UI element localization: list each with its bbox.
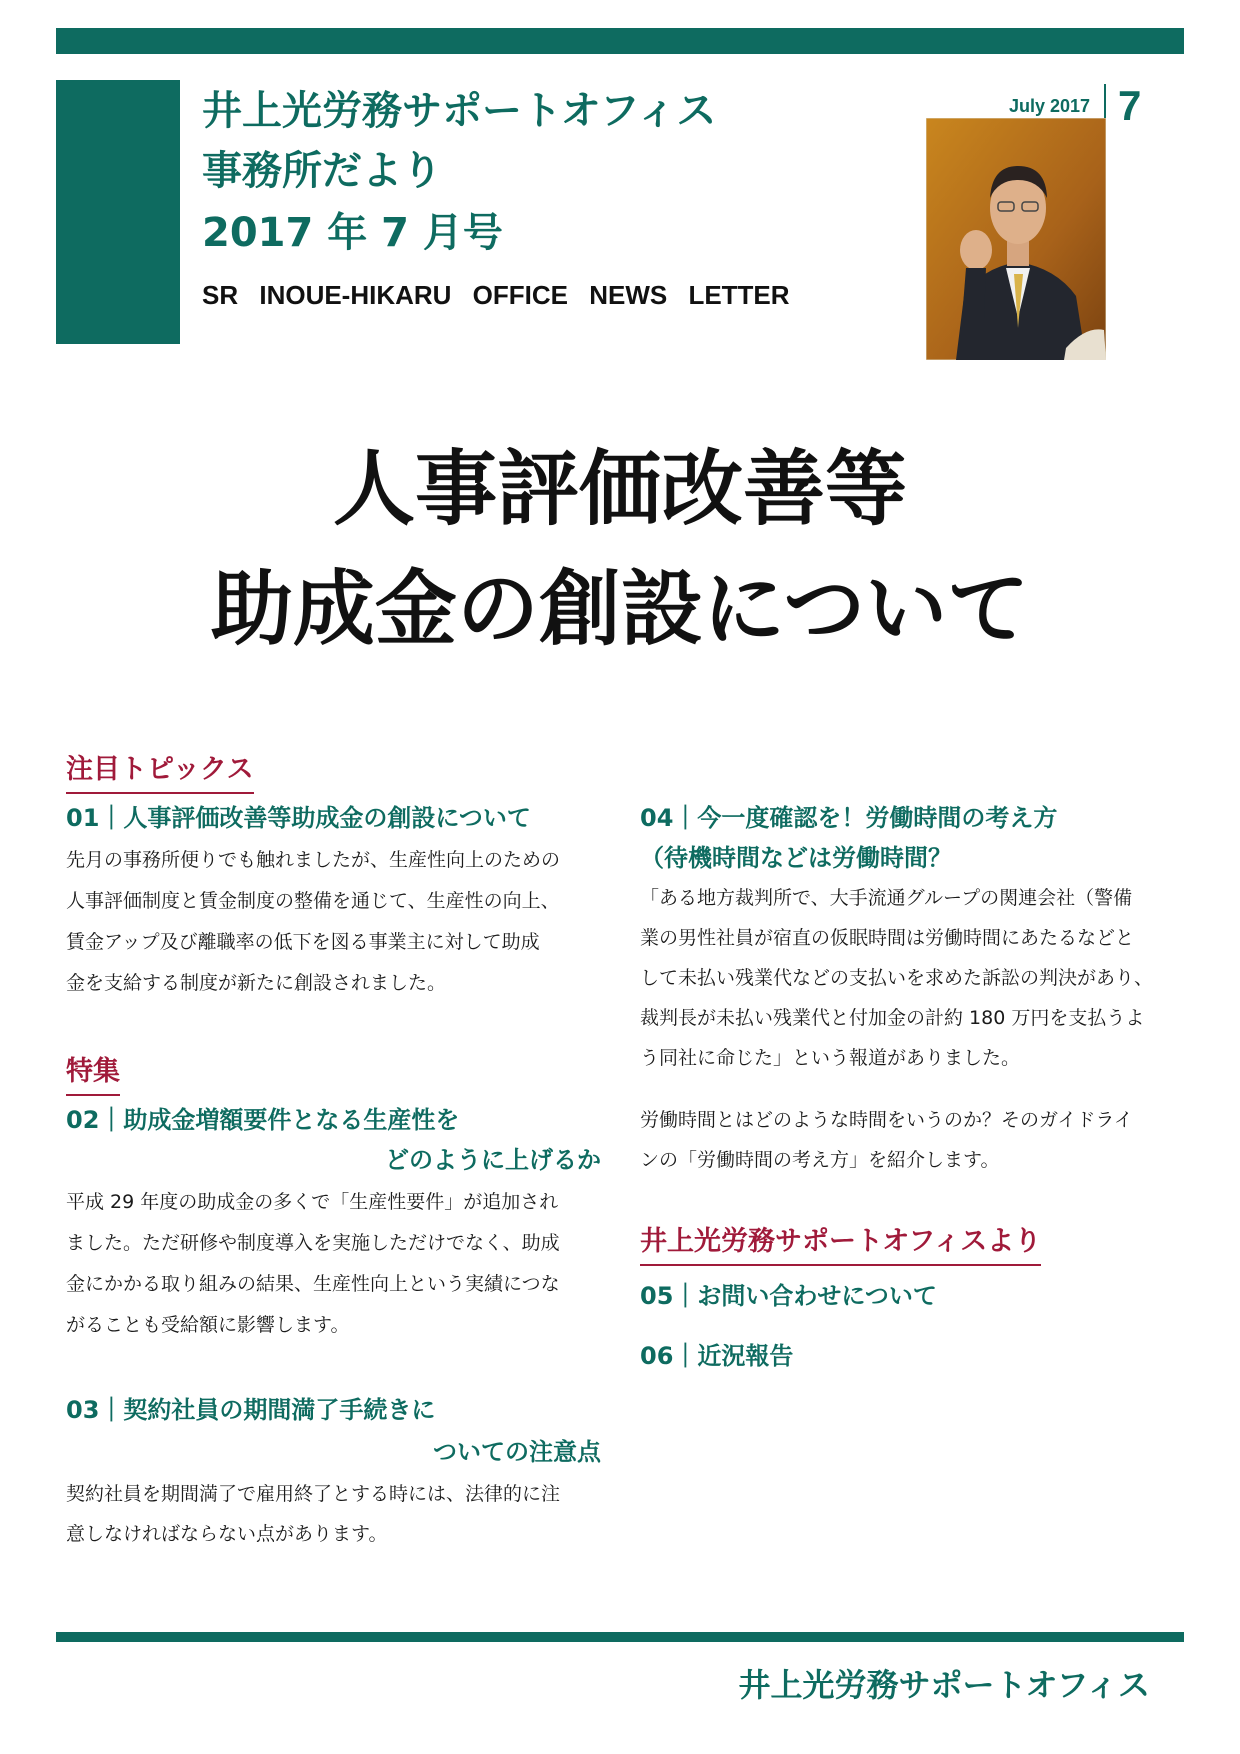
office-news-label: 井上光労務サポートオフィスより (640, 1224, 1041, 1266)
topic-01-body (66, 840, 601, 1004)
topic-02-line: ました。ただ研修や制度導入を実施しただけでなく、助成 (66, 1232, 560, 1254)
topic-02-line: 金にかかる取り組みの結果、生産性向上という実績につな (66, 1273, 560, 1295)
header-side-block (56, 80, 180, 344)
issue-date: July 2017 (1008, 96, 1090, 116)
topic-03-heading-line2[interactable]: ついての注意点 (433, 1438, 601, 1466)
topic-04-heading[interactable]: 04｜今一度確認を！労働時間の考え方 (640, 804, 1058, 832)
topic-01-line: 金を支給する制度が新たに創設されました。 (66, 972, 447, 994)
topic-01-heading[interactable]: 01｜人事評価改善等助成金の創設について (66, 804, 531, 832)
office-name: 井上光労務サポートオフィス (202, 88, 717, 134)
topic-02-heading-line2[interactable]: どのように上げるか (385, 1146, 601, 1174)
topic-02-line: 平成 29 年度の助成金の多くで「生産性要件」が追加され (66, 1191, 559, 1213)
topic-03-line: 意しなければならない点があります。 (66, 1523, 388, 1545)
topic-04-line: う同社に命じた」という報道がありました。 (640, 1047, 1021, 1069)
topic-02-body (66, 1182, 601, 1346)
topic-04-line: して未払い残業代などの支払いを求めた訴訟の判決があり、 (640, 967, 1154, 989)
topic-04-line: 業の男性社員が宿直の仮眠時間は労働時間にあたるなどと (640, 927, 1135, 949)
topic-01-line: 賃金アップ及び離職率の低下を図る事業主に対して助成 (66, 931, 540, 953)
topic-04-line: 「ある地方裁判所で、大手流通グループの関連会社（警備 (640, 887, 1133, 909)
topic-02-heading[interactable]: 02｜助成金増額要件となる生産性を (66, 1106, 460, 1134)
topic-03-heading[interactable]: 03｜契約社員の期間満了手続きに (66, 1396, 436, 1424)
issue-title: 2017 年 7 月号 (202, 210, 503, 256)
issue-number: 7 (1118, 82, 1142, 129)
topic-02-line: がることも受給額に影響します。 (66, 1314, 350, 1336)
top-accent-bar (56, 28, 1184, 54)
topic-05-heading[interactable]: 05｜お問い合わせについて (640, 1282, 937, 1310)
featured-topics-label: 注目トピックス (66, 752, 254, 794)
topic-04-line: 裁判長が未払い残業代と付加金の計約 180 万円を支払うよ (640, 1007, 1145, 1029)
topic-04-body2 (640, 1100, 1190, 1180)
topic-03-line: 契約社員を期間満了で雇用終了とする時には、法律的に注 (66, 1483, 561, 1505)
topic-04-line: ンの「労働時間の考え方」を紹介します。 (640, 1149, 1000, 1171)
main-title-line1: 人事評価改善等 (332, 442, 907, 537)
bottom-accent-bar (56, 1632, 1184, 1642)
topic-04-body (640, 878, 1190, 1078)
topic-03-body (66, 1474, 601, 1554)
special-feature-label: 特集 (66, 1054, 120, 1096)
topic-04-line: 労働時間とはどのような時間をいうのか？そのガイドライ (640, 1109, 1133, 1131)
portrait-photo (926, 118, 1106, 360)
main-title-line2: 助成金の創設について (210, 562, 1030, 657)
topic-01-line: 先月の事務所便りでも触れましたが、生産性向上のための (66, 849, 561, 871)
topic-04-heading-line2[interactable]: （待機時間などは労働時間？ (640, 844, 952, 872)
topic-06-heading[interactable]: 06｜近況報告 (640, 1342, 794, 1370)
footer-office-name: 井上光労務サポートオフィス (738, 1666, 1150, 1704)
english-title: SR INOUE-HIKARU OFFICE NEWS LETTER (202, 280, 790, 310)
topic-01-line: 人事評価制度と賃金制度の整備を通じて、生産性の向上、 (66, 890, 560, 912)
newsletter-name: 事務所だより (202, 148, 442, 194)
